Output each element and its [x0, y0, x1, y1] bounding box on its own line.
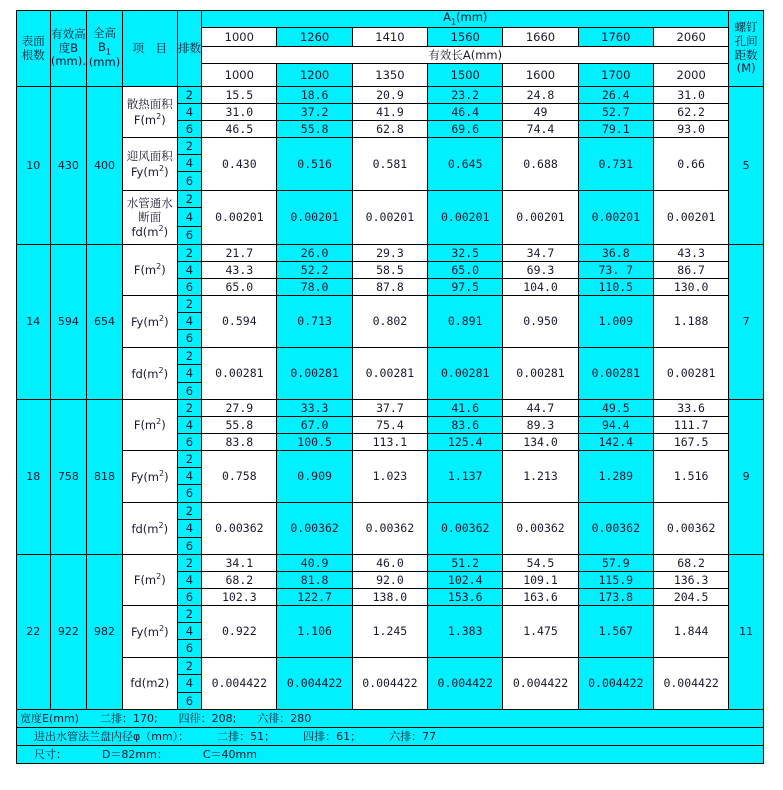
- item-water-area: [122, 503, 177, 555]
- item-heat-area: [122, 555, 177, 606]
- heat-area-value: 44.7: [503, 400, 578, 417]
- sq: 2: [159, 468, 165, 478]
- item-wind-area: [122, 296, 177, 348]
- heat-area-value: 167.5: [653, 434, 728, 451]
- row-count: 6: [177, 693, 201, 710]
- wind-area-value: 0.594: [202, 296, 277, 348]
- heat-area-value: 41.9: [352, 104, 427, 121]
- close: ): [161, 418, 166, 433]
- header-item: 项 目: [122, 11, 177, 87]
- wind-area-value: 0.581: [352, 138, 427, 191]
- sq: 2: [159, 313, 165, 323]
- water-area-value: 0.00281: [352, 348, 427, 400]
- a1-sub: 1: [450, 17, 457, 27]
- heat-area-value: 81.8: [277, 572, 352, 589]
- item-water-area: [122, 658, 177, 710]
- heat-area-value: 21.7: [202, 245, 277, 262]
- row-count: 2: [177, 296, 201, 313]
- heat-area-value: 41.6: [428, 400, 503, 417]
- heat-area-value: 49: [503, 104, 578, 121]
- surface-rows-value: 10: [17, 87, 51, 245]
- water-area-value: 0.00281: [578, 348, 653, 400]
- heat-area-value: 32.5: [428, 245, 503, 262]
- heat-area-value: 94.4: [578, 417, 653, 434]
- sq: 2: [159, 163, 165, 173]
- wind-area-value: 1.475: [503, 606, 578, 658]
- water-area-value: 0.00362: [277, 503, 352, 555]
- effective-height-value: 758: [50, 400, 87, 555]
- row-count: 4: [177, 468, 201, 485]
- total-height-value: 400: [87, 87, 123, 245]
- coil-spec-table: [16, 10, 764, 764]
- header-effective-length: 有效长A(mm): [202, 47, 729, 64]
- heat-area-value: 55.8: [202, 417, 277, 434]
- heat-area-value: 46.4: [428, 104, 503, 121]
- heat-area-value: 31.0: [202, 104, 277, 121]
- header-a1: [202, 11, 729, 28]
- heat-area-value: 46.0: [352, 555, 427, 572]
- heat-area-value: 57.9: [578, 555, 653, 572]
- heat-area-value: 87.8: [352, 279, 427, 296]
- a1-value: 1410: [352, 28, 427, 47]
- eff-height-label: 有效高度B: [51, 26, 86, 55]
- item-wind-area: 迎风面积: [126, 149, 173, 164]
- heat-area-value: 97.5: [428, 279, 503, 296]
- heat-area-value: 113.1: [352, 434, 427, 451]
- water-area-value: 0.00201: [653, 191, 728, 245]
- item-heat-unit: F(m: [133, 112, 157, 127]
- surface-rows-value: 22: [17, 555, 51, 710]
- heat-area-value: 34.1: [202, 555, 277, 572]
- effective-height-value: 922: [50, 555, 87, 710]
- heat-area-value: 136.3: [653, 572, 728, 589]
- heat-area-value: 163.6: [503, 589, 578, 606]
- water-area-value: 0.004422: [352, 658, 427, 710]
- row-count: 2: [177, 503, 201, 520]
- item-heat-area: [122, 400, 177, 451]
- row-count: 4: [177, 365, 201, 383]
- water-area-value: 0.00362: [352, 503, 427, 555]
- water-area-value: 0.00281: [503, 348, 578, 400]
- heat-area-value: 36.8: [578, 245, 653, 262]
- heat-area-value: 33.6: [653, 400, 728, 417]
- row-count: 4: [177, 623, 201, 640]
- heat-area-value: 26.0: [277, 245, 352, 262]
- water-area-value: 0.004422: [578, 658, 653, 710]
- item-fd: fd(m2): [130, 676, 170, 691]
- item-heat-area: 散热面积: [126, 97, 173, 112]
- wind-area-value: 1.023: [352, 451, 427, 503]
- heat-area-value: 134.0: [503, 434, 578, 451]
- water-area-value: 0.00201: [352, 191, 427, 245]
- wind-area-value: 1.516: [653, 451, 728, 503]
- footer-size: 尺寸： D＝82mm： C＝40mm: [17, 746, 764, 764]
- heat-area-value: 52.7: [578, 104, 653, 121]
- item-Fy: Fy(m: [130, 314, 160, 329]
- heat-area-value: 34.7: [503, 245, 578, 262]
- water-area-value: 0.00362: [578, 503, 653, 555]
- close: ): [163, 521, 169, 536]
- row-count: 4: [177, 675, 201, 693]
- wind-area-value: 1.289: [578, 451, 653, 503]
- sq: 2: [156, 417, 162, 427]
- a-value: 1500: [428, 64, 503, 87]
- sq: 2: [158, 520, 164, 530]
- heat-area-value: 79.1: [578, 121, 653, 138]
- heat-area-value: 43.3: [653, 245, 728, 262]
- heat-area-value: 55.8: [277, 121, 352, 138]
- water-area-value: 0.00201: [578, 191, 653, 245]
- heat-area-value: 58.5: [352, 262, 427, 279]
- row-count: 4: [177, 208, 201, 227]
- heat-area-value: 78.0: [277, 279, 352, 296]
- header-effective-height: [50, 11, 87, 87]
- heat-area-value: 18.6: [277, 87, 352, 104]
- wind-area-value: 0.922: [202, 606, 277, 658]
- heat-area-value: 109.1: [503, 572, 578, 589]
- a-value: 1200: [277, 64, 352, 87]
- wind-area-value: 0.758: [202, 451, 277, 503]
- water-area-value: 0.00281: [428, 348, 503, 400]
- sq: 2: [156, 262, 162, 272]
- row-count: 2: [177, 606, 201, 623]
- item-fd: fd(m: [131, 366, 159, 381]
- wind-area-value: 1.137: [428, 451, 503, 503]
- heat-area-value: 54.5: [503, 555, 578, 572]
- a1-label: A: [443, 10, 451, 24]
- heat-area-value: 68.2: [653, 555, 728, 572]
- heat-area-value: 29.3: [352, 245, 427, 262]
- close: ): [164, 164, 169, 179]
- row-count: 6: [177, 330, 201, 348]
- bolt-spacing-value: 5: [729, 87, 764, 245]
- heat-area-value: 69.6: [428, 121, 503, 138]
- heat-area-value: 68.2: [202, 572, 277, 589]
- heat-area-value: 83.8: [202, 434, 277, 451]
- heat-area-value: 37.7: [352, 400, 427, 417]
- total-height-value: 654: [87, 245, 123, 400]
- a1-unit: (mm): [456, 10, 488, 24]
- heat-area-value: 115.9: [578, 572, 653, 589]
- heat-area-value: 26.4: [578, 87, 653, 104]
- sq: 2: [156, 572, 162, 582]
- wind-area-value: 1.106: [277, 606, 352, 658]
- close: ): [163, 366, 169, 381]
- item-wind-area: [122, 606, 177, 658]
- water-area-value: 0.00201: [428, 191, 503, 245]
- heat-area-value: 173.8: [578, 589, 653, 606]
- row-count: 2: [177, 245, 201, 262]
- row-count: 4: [177, 313, 201, 330]
- total-height-unit: (mm): [88, 55, 121, 70]
- header-total-height: [87, 11, 123, 87]
- heat-area-value: 43.3: [202, 262, 277, 279]
- water-area-value: 0.00201: [277, 191, 352, 245]
- wind-area-value: 1.567: [578, 606, 653, 658]
- a-value: 1000: [202, 64, 277, 87]
- row-count: 6: [177, 279, 201, 296]
- wind-area-value: 0.645: [428, 138, 503, 191]
- a1-value: 2060: [653, 28, 728, 47]
- item-water-unit: fd(m: [131, 225, 159, 240]
- row-count: 6: [177, 227, 201, 245]
- row-count: 2: [177, 191, 201, 208]
- row-count: 2: [177, 555, 201, 572]
- heat-area-value: 24.8: [503, 87, 578, 104]
- heat-area-value: 65.0: [202, 279, 277, 296]
- wind-area-value: 0.66: [653, 138, 728, 191]
- heat-area-value: 204.5: [653, 589, 728, 606]
- row-count: 4: [177, 104, 201, 121]
- heat-area-value: 83.6: [428, 417, 503, 434]
- heat-area-value: 49.5: [578, 400, 653, 417]
- row-count: 4: [177, 520, 201, 538]
- water-area-value: 0.004422: [202, 658, 277, 710]
- bolt-spacing-value: 11: [729, 555, 764, 710]
- heat-area-value: 20.9: [352, 87, 427, 104]
- sq: 2: [158, 365, 164, 375]
- heat-area-value: 111.7: [653, 417, 728, 434]
- row-count: 6: [177, 121, 201, 138]
- item-water-area: [122, 191, 177, 245]
- heat-area-value: 92.0: [352, 572, 427, 589]
- close: ): [161, 573, 166, 588]
- close: ): [164, 624, 169, 639]
- item-water-area: 水管通水断面: [126, 195, 173, 224]
- item-F: F(m: [133, 573, 157, 588]
- wind-area-value: 0.731: [578, 138, 653, 191]
- water-area-value: 0.00281: [277, 348, 352, 400]
- item-wind-area: [122, 138, 177, 191]
- heat-area-value: 93.0: [653, 121, 728, 138]
- footer-flange: 进出水管法兰盘内径φ（mm）： 二排：51； 四排：61； 六排：77: [17, 728, 764, 746]
- wind-area-value: 1.844: [653, 606, 728, 658]
- heat-area-value: 40.9: [277, 555, 352, 572]
- header-surface-rows: 表面根数: [17, 11, 51, 87]
- wind-area-value: 1.245: [352, 606, 427, 658]
- heat-area-value: 69.3: [503, 262, 578, 279]
- heat-area-value: 153.6: [428, 589, 503, 606]
- heat-area-value: 100.5: [277, 434, 352, 451]
- item-F: F(m: [133, 418, 157, 433]
- water-area-value: 0.00362: [428, 503, 503, 555]
- row-count: 6: [177, 538, 201, 555]
- close: ): [163, 225, 169, 240]
- row-count: 6: [177, 485, 201, 503]
- heat-area-value: 130.0: [653, 279, 728, 296]
- heat-area-value: 52.2: [277, 262, 352, 279]
- item-F: F(m: [133, 263, 157, 278]
- close: ): [161, 263, 166, 278]
- water-area-value: 0.00281: [202, 348, 277, 400]
- total-height-value: 818: [87, 400, 123, 555]
- heat-area-value: 102.4: [428, 572, 503, 589]
- water-area-value: 0.00201: [202, 191, 277, 245]
- eff-height-unit: (mm).: [50, 54, 86, 69]
- item-fd: fd(m: [131, 521, 159, 536]
- row-count: 2: [177, 658, 201, 675]
- header-bolt-spacing: 螺钉孔间距数(M): [729, 11, 764, 87]
- water-area-value: 0.00201: [503, 191, 578, 245]
- item-Fy: Fy(m: [130, 469, 160, 484]
- a-value: 1350: [352, 64, 427, 87]
- heat-area-value: 65.0: [428, 262, 503, 279]
- a1-value: 1000: [202, 28, 277, 47]
- wind-area-value: 1.009: [578, 296, 653, 348]
- wind-area-value: 0.802: [352, 296, 427, 348]
- wind-area-value: 0.950: [503, 296, 578, 348]
- footer-width: 宽度E(mm) 二排：170; 四徘：208; 六徘：280: [17, 710, 764, 728]
- heat-area-value: 125.4: [428, 434, 503, 451]
- heat-area-value: 102.3: [202, 589, 277, 606]
- total-height-label: 全高B: [93, 25, 116, 54]
- row-count: 6: [177, 640, 201, 658]
- wind-area-value: 0.430: [202, 138, 277, 191]
- wind-area-value: 0.713: [277, 296, 352, 348]
- water-area-value: 0.00281: [653, 348, 728, 400]
- wind-area-value: 1.383: [428, 606, 503, 658]
- a-value: 1600: [503, 64, 578, 87]
- row-count: 2: [177, 138, 201, 155]
- heat-area-value: 89.3: [503, 417, 578, 434]
- row-count: 2: [177, 451, 201, 468]
- bolt-spacing-value: 7: [729, 245, 764, 400]
- wind-area-value: 0.891: [428, 296, 503, 348]
- heat-area-value: 74.4: [503, 121, 578, 138]
- row-count: 6: [177, 172, 201, 191]
- water-area-value: 0.00362: [202, 503, 277, 555]
- effective-height-value: 594: [50, 245, 87, 400]
- header-rows: 排数: [177, 11, 201, 87]
- heat-area-value: 86.7: [653, 262, 728, 279]
- item-Fy: Fy(m: [130, 624, 160, 639]
- heat-area-value: 46.5: [202, 121, 277, 138]
- water-area-value: 0.004422: [277, 658, 352, 710]
- wind-area-value: 0.688: [503, 138, 578, 191]
- heat-area-value: 27.9: [202, 400, 277, 417]
- item-wind-area: [122, 451, 177, 503]
- heat-area-value: 31.0: [653, 87, 728, 104]
- row-count: 4: [177, 155, 201, 172]
- row-count: 4: [177, 262, 201, 279]
- a1-value: 1560: [428, 28, 503, 47]
- row-count: 4: [177, 572, 201, 589]
- bolt-spacing-value: 9: [729, 400, 764, 555]
- row-count: 6: [177, 383, 201, 400]
- effective-height-value: 430: [50, 87, 87, 245]
- close: ): [164, 314, 169, 329]
- wind-area-value: 1.188: [653, 296, 728, 348]
- heat-area-value: 122.7: [277, 589, 352, 606]
- total-height-value: 982: [87, 555, 123, 710]
- water-area-value: 0.00362: [653, 503, 728, 555]
- close: ): [161, 112, 166, 127]
- heat-area-value: 37.2: [277, 104, 352, 121]
- row-count: 2: [177, 87, 201, 104]
- heat-area-value: 142.4: [578, 434, 653, 451]
- surface-rows-value: 18: [17, 400, 51, 555]
- row-count: 6: [177, 589, 201, 606]
- sq: 2: [158, 224, 164, 234]
- heat-area-value: 104.0: [503, 279, 578, 296]
- wind-area-value: 0.516: [277, 138, 352, 191]
- item-heat-area: [122, 245, 177, 296]
- close: ): [164, 469, 169, 484]
- heat-area-value: 75.4: [352, 417, 427, 434]
- heat-area-value: 138.0: [352, 589, 427, 606]
- water-area-value: 0.00362: [503, 503, 578, 555]
- sq: 2: [156, 111, 162, 121]
- row-count: 2: [177, 400, 201, 417]
- item-heat-area: [122, 87, 177, 138]
- water-area-value: 0.004422: [428, 658, 503, 710]
- sq: 2: [159, 623, 165, 633]
- heat-area-value: 67.0: [277, 417, 352, 434]
- row-count: 4: [177, 417, 201, 434]
- surface-rows-value: 14: [17, 245, 51, 400]
- total-height-sub: 1: [105, 46, 111, 56]
- item-wind-unit: Fy(m: [130, 164, 160, 179]
- heat-area-value: 73. 7: [578, 262, 653, 279]
- wind-area-value: 0.909: [277, 451, 352, 503]
- water-area-value: 0.004422: [503, 658, 578, 710]
- heat-area-value: 33.3: [277, 400, 352, 417]
- heat-area-value: 62.8: [352, 121, 427, 138]
- a1-value: 1660: [503, 28, 578, 47]
- item-water-area: [122, 348, 177, 400]
- heat-area-value: 15.5: [202, 87, 277, 104]
- heat-area-value: 110.5: [578, 279, 653, 296]
- a1-value: 1260: [277, 28, 352, 47]
- a-value: 2000: [653, 64, 728, 87]
- water-area-value: 0.004422: [653, 658, 728, 710]
- wind-area-value: 1.213: [503, 451, 578, 503]
- row-count: 6: [177, 434, 201, 451]
- row-count: 2: [177, 348, 201, 365]
- a1-value: 1760: [578, 28, 653, 47]
- a-value: 1700: [578, 64, 653, 87]
- heat-area-value: 62.2: [653, 104, 728, 121]
- heat-area-value: 51.2: [428, 555, 503, 572]
- heat-area-value: 23.2: [428, 87, 503, 104]
